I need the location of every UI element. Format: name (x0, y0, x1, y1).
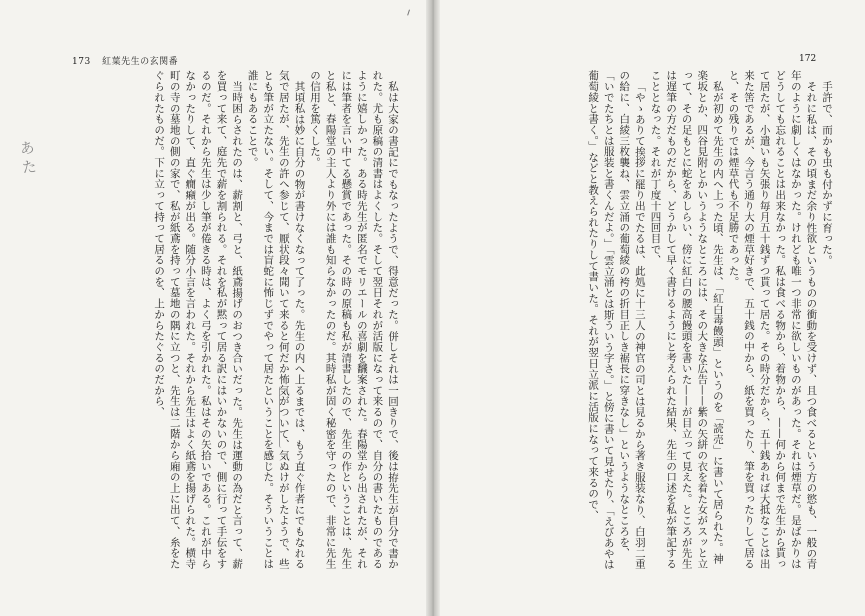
paragraph: それに私は、その頃まだ余り性欲というものの衝動を受けず、且つ食べるという方の慾も、一般の青年のように劇しくはなかった。けれども唯一つ非常に欲しいものがあった。それは煙草だ。是ばかりはどうしても忘れることは出来なかった。私は食べる物から、着物から、——何から何まで先生から貰って居たが、小遣いも矢張り毎月五十銭ずつ貰って居た。その時分だから、五十銭あれば大抵なことは出来た筈であるが、今言う通り大の煙草好きで、五十銭の中から、紙を買ったり、筆を買ったりして居ると、その残りでは煙草代も不足勝であった。 (727, 70, 818, 570)
paragraph: 「やゝありて挨拶に罷り出でたるは、此処に十三人の神官の司とは見るから著き服装なり、白羽二重の給に、白綾三枚襲ね、雲立涌の葡萄綾の袴の折目正しき裾長に穿きなし」というようなところを、「いでたちとは服装と書くんだよ。」「雲立涌とは斯ういう字さ。」と傍に書いて見せたり、「えびあやは葡萄綾と書く。」などと教えられたりして書いた。それが翌日立派に活版になって来るので、 (587, 70, 646, 570)
paragraph: 当時困らされたのは、薪割と、弓と、紙鳶揚げのおつき合いだった。先生は運動の為だと言って、薪を買って来て、庭先で薪を割られる。それを私が黙って居る訳にはいかないので、側に行って手伝をするのだ。それから先生は少し筆が倦きる時は、よく弓を引かれた。私はその矢拾いである。これが中らなかったりして、直ぐ癇癪が出る。随分小言を言われた。それから先生はよく紙鳶を揚げられた。横寺町の寺の墓地の側の家で、私が紙鳶を持って墓地の隅に立つと、先生は二階から廂の上に出て、糸をたぐられたものだ。下に立って持って居るのを、上からたぐるのだから、 (153, 70, 244, 570)
running-head-title: 紅葉先生の玄関番 (102, 57, 179, 67)
right-page (440, 0, 865, 616)
pencil-mark (407, 10, 413, 17)
paragraph: 手許で、而かも虫も付かずに育った。 (821, 80, 833, 265)
paragraph: 其頃私は妙に自分の物が書けなくなって了った。先生の内へ上るまでは、もう直ぐ作者にでもなれる気で居たが、先生の許へ参じて、厭状段々聞いて来ると何だか怖気がついて、気ぬけがしたようで、些とも筆が立たない。そして、今までは盲蛇に怖じずでやって居たということを感じた。そういうことは誰にもあることで。 (246, 70, 306, 570)
book-gutter (426, 0, 440, 616)
right-page-body (452, 70, 834, 570)
left-page-body (60, 70, 400, 570)
handwritten-margin-note: あた (17, 139, 39, 179)
running-header-left (72, 54, 178, 67)
paragraph: 私が初めて先生の内へ上った頃、先生は、「紅白毒饅頭」というのを「読売」に書いて居られた。神楽坂とか、四谷見附とかいうようなところには、その大きな広告——紫の矢絣の衣を着た女がスッと立って、その足もとに蛇をあしらい、傍に紅白の腰高饅頭を書いた——が目立って見えた。ところが先生は遅筆の方だものだから、どうかして早く書けるようにと考えられた結果、先生の口述を私が筆記することとなった。それが丁度十四回目で、 (649, 70, 724, 570)
page-number-right: 172 (799, 54, 817, 64)
page-number-left: 173 (72, 57, 91, 67)
paragraph: 私は大家の書記にでもなったようで、得意だった。併しそれは一回きりで、後は拵先生が自分で書かれた。尤も原稿の清書はよくした。そして翌日それが活版になって来るので、自分の書いたものであるように嬉しかった。ある時先生が匿名でモリエールの喜劇を飜案された。春陽堂から出されたが、それには筆者を言い中てる懸賞であった。その時の原稿も私が清書したので、先生の作ということは、先生と私と、春陽堂の主人より外には誰も知らなかったのだ。其時私が固く秘密を守ったので、非常に先生の信用を篤くした。 (309, 70, 399, 570)
left-page (0, 0, 426, 616)
